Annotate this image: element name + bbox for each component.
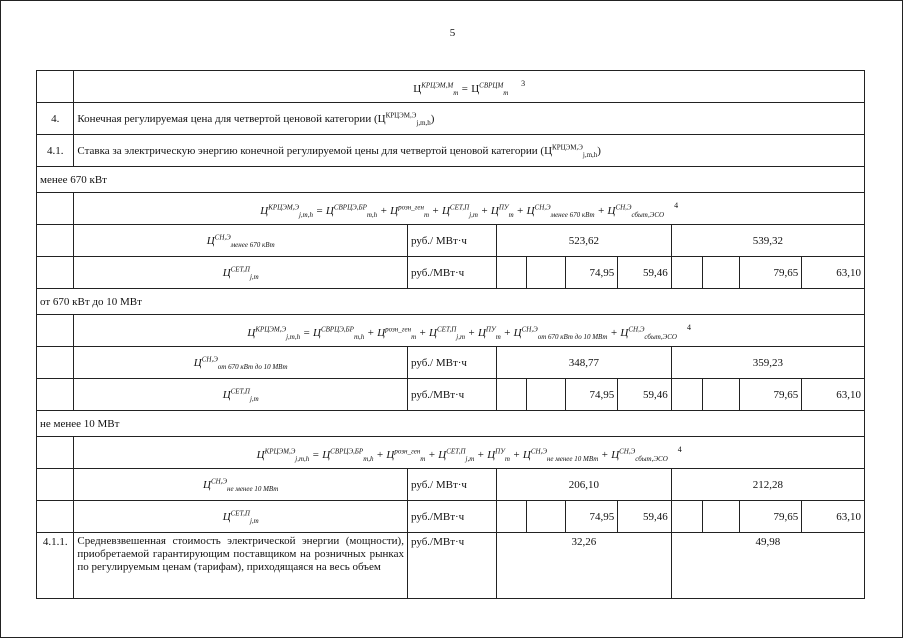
value-cell: 79,65 xyxy=(739,257,802,289)
unit-cell: руб./МВт·ч xyxy=(407,501,496,533)
table-row xyxy=(37,379,865,411)
category-heading: не менее 10 МВт xyxy=(37,411,865,437)
unit-cell: руб./ МВт·ч xyxy=(407,469,496,501)
value-cell: 63,10 xyxy=(802,501,865,533)
table-row xyxy=(37,437,865,469)
value-cell: 79,65 xyxy=(739,501,802,533)
table-row xyxy=(37,347,865,379)
item-4-1-1-text: Средневзвешенная стоимость электрической энергии (мощности), приобретаемой гарантирующим поставщиком на розничных рынках по регулируемым ценам (тарифам), приходящаяся на весь объем xyxy=(74,533,408,599)
table-row xyxy=(37,315,865,347)
table-row xyxy=(37,103,865,135)
unit-cell: руб./МВт·ч xyxy=(407,533,496,599)
value-cell: 74,95 xyxy=(565,501,618,533)
item-4-text: Конечная регулируемая цена для четвертой ценовой категории $(Ц^{КРЦЭМ,Э}_{j,m,h})$ xyxy=(74,103,865,135)
empty-cell xyxy=(37,225,74,257)
empty-cell xyxy=(527,501,565,533)
table-row xyxy=(37,71,865,103)
empty-cell xyxy=(37,501,74,533)
empty-cell xyxy=(496,257,526,289)
empty-cell xyxy=(703,379,739,411)
formula-row: $Ц^{КРЦЭМ,Э}_{j,m,h} = Ц^{СВРЦЭ,БР}_{m,h} + Ц^{розн\_ген}_m + Ц^{СЕТ,П}_{j,m} + Ц^{ПУ}_m + Ц^{СН,Э}_{не менее 10 МВт} + Ц^{СН,Э}_{сбыт,ЭСО}^4$ xyxy=(74,437,865,469)
table-row xyxy=(37,533,865,599)
empty-cell xyxy=(37,257,74,289)
rate-label: $Ц^{СЕТ,П}_{j,m}$ xyxy=(74,501,408,533)
row-number: 4.1.1. xyxy=(37,533,74,599)
value-cell: 74,95 xyxy=(565,379,618,411)
rate-label: $Ц^{СН,Э}_{менее 670 кВт}$ xyxy=(74,225,408,257)
unit-cell: руб./ МВт·ч xyxy=(407,225,496,257)
rate-label: $Ц^{СН,Э}_{не менее 10 МВт}$ xyxy=(74,469,408,501)
empty-cell xyxy=(37,379,74,411)
formula-row: $Ц^{КРЦЭМ,Э}_{j,m,h} = Ц^{СВРЦЭ,БР}_{m,h} + Ц^{розн\_ген}_m + Ц^{СЕТ,П}_{j,m} + Ц^{ПУ}_m + Ц^{СН,Э}_{от 670 кВт до 10 МВт} + Ц^{СН,Э}_{сбыт,ЭСО}^4$ xyxy=(74,315,865,347)
table-row xyxy=(37,501,865,533)
value-cell: 348,77 xyxy=(496,347,671,379)
unit-cell: руб./МВт·ч xyxy=(407,379,496,411)
value-cell: 359,23 xyxy=(671,347,864,379)
value-cell: 206,10 xyxy=(496,469,671,501)
category-heading: от 670 кВт до 10 МВт xyxy=(37,289,865,315)
value-cell: 59,46 xyxy=(618,257,672,289)
unit-cell: руб./ МВт·ч xyxy=(407,347,496,379)
page-number: 5 xyxy=(449,27,456,39)
value-cell: 49,98 xyxy=(671,533,864,599)
empty-cell xyxy=(527,257,565,289)
table-row xyxy=(37,167,865,193)
empty-cell xyxy=(37,437,74,469)
value-cell: 59,46 xyxy=(618,501,672,533)
value-cell: 59,46 xyxy=(618,379,672,411)
empty-cell xyxy=(37,469,74,501)
row-number: 4.1. xyxy=(37,135,74,167)
empty-cell xyxy=(527,379,565,411)
category-heading: менее 670 кВт xyxy=(37,167,865,193)
empty-cell xyxy=(671,257,702,289)
rate-label: $Ц^{СН,Э}_{от 670 кВт до 10 МВт}$ xyxy=(74,347,408,379)
value-cell: 539,32 xyxy=(671,225,864,257)
empty-cell xyxy=(496,379,526,411)
table-row xyxy=(37,289,865,315)
empty-cell xyxy=(37,347,74,379)
empty-cell xyxy=(37,193,74,225)
value-cell: 79,65 xyxy=(739,379,802,411)
empty-cell xyxy=(37,315,74,347)
value-cell: 523,62 xyxy=(496,225,671,257)
table-row xyxy=(37,135,865,167)
formula-top: $Ц^{КРЦЭМ,М}_m = Ц^{СВРЦМ}_m$ $^3$ xyxy=(74,71,865,103)
value-cell: 63,10 xyxy=(802,379,865,411)
empty-cell xyxy=(671,379,702,411)
formula-row: $Ц^{КРЦЭМ,Э}_{j,m,h} = Ц^{СВРЦЭ,БР}_{m,h} + Ц^{розн\_ген}_m + Ц^{СЕТ,П}_{j,m} + Ц^{ПУ}_m + Ц^{СН,Э}_{менее 670 кВт} + Ц^{СН,Э}_{сбыт,ЭСО}^4$ xyxy=(74,193,865,225)
value-cell: 74,95 xyxy=(565,257,618,289)
row-number: 4. xyxy=(37,103,74,135)
empty-cell xyxy=(671,501,702,533)
value-cell: 212,28 xyxy=(671,469,864,501)
empty-cell xyxy=(703,501,739,533)
table-row xyxy=(37,411,865,437)
table-row xyxy=(37,469,865,501)
empty-cell xyxy=(703,257,739,289)
table-row xyxy=(37,193,865,225)
table-row xyxy=(37,225,865,257)
table-row xyxy=(37,257,865,289)
item-4-1-text: Ставка за электрическую энергию конечной регулируемой цены для четвертой ценовой категории $(Ц^{КРЦЭМ,Э}_{j,m,h})$ xyxy=(74,135,865,167)
value-cell: 63,10 xyxy=(802,257,865,289)
value-cell: 32,26 xyxy=(496,533,671,599)
empty-cell xyxy=(496,501,526,533)
row-number-cell xyxy=(37,71,74,103)
unit-cell: руб./МВт·ч xyxy=(407,257,496,289)
tariff-table xyxy=(36,70,865,599)
rate-label: $Ц^{СЕТ,П}_{j,m}$ xyxy=(74,379,408,411)
rate-label: $Ц^{СЕТ,П}_{j,m}$ xyxy=(74,257,408,289)
